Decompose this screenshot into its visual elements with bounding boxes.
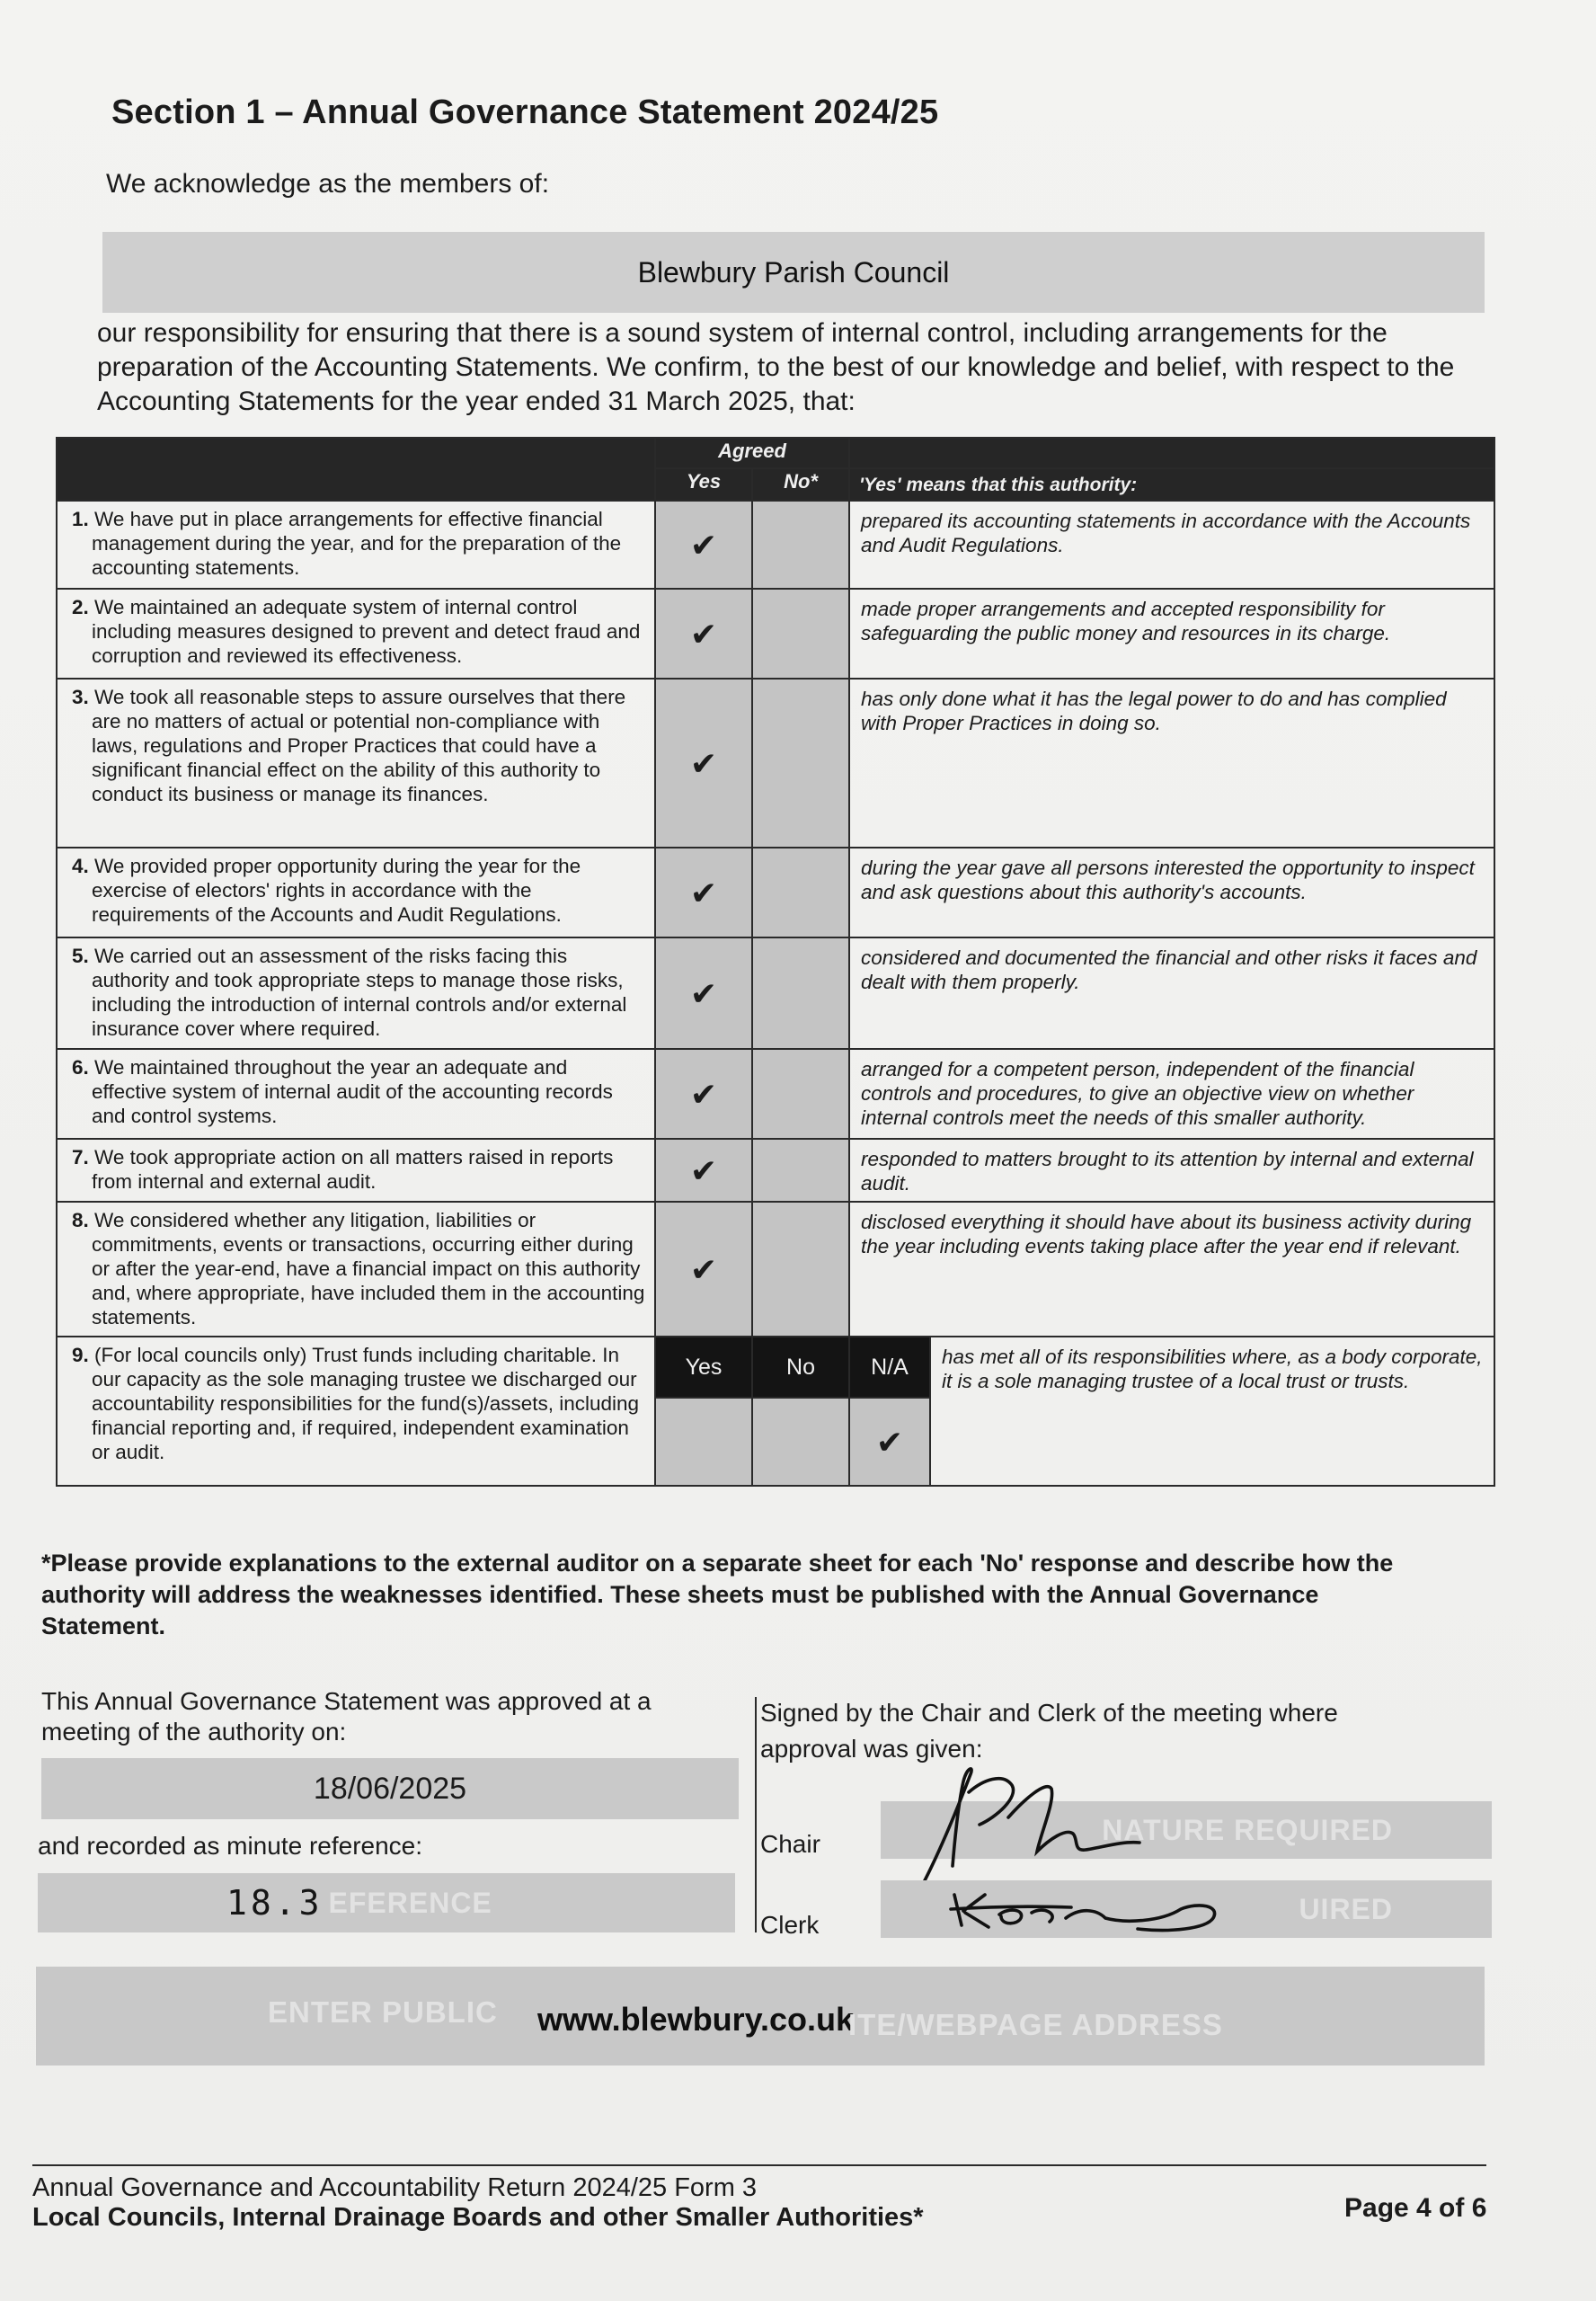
header-no: No* (752, 468, 849, 501)
yes-checkbox[interactable]: ✔ (655, 1139, 752, 1202)
statement-row (57, 589, 1494, 679)
yes-checkbox[interactable]: ✔ (655, 848, 752, 937)
statement-row (57, 937, 1494, 1049)
yes-means-text: disclosed everything it should have about its business activity during the year including events taking place after the year end if relevant. (849, 1202, 1494, 1337)
statement-text: We carried out an assessment of the risks facing this authority and took appropriate steps to manage those risks, including the introduction of internal controls and/or external insurance cover where required. (92, 945, 627, 1040)
statement-text: We considered whether any litigation, liabilities or commitments, events or transactions, occurring either during or after the year-end, have a financial impact on this authority and, where appropriate, have included them in the accounting statements. (92, 1209, 645, 1328)
statement-number: 3. (72, 686, 89, 708)
approval-date: 18/06/2025 (313, 1771, 467, 1806)
no-checkbox[interactable] (752, 589, 849, 679)
statement-row (57, 1139, 1494, 1202)
yes-checkbox[interactable] (655, 1398, 752, 1486)
yes-means-text: prepared its accounting statements in accordance with the Accounts and Audit Regulations. (849, 501, 1494, 589)
statement-cell (57, 1202, 655, 1337)
signed-label: Signed by the Chair and Clerk of the meeting where approval was given: (760, 1699, 1338, 1763)
no-checkbox[interactable] (752, 501, 849, 589)
statement-text: (For local councils only) Trust funds including charitable. In our capacity as the sole managing trustee we discharged our accountability responsibilities for the fund(s)/assets, including financial reporting and, if required, independent examination or audit. (92, 1344, 640, 1463)
header-yes: Yes (655, 468, 752, 501)
header-blank-right (849, 438, 1494, 468)
statement-cell (57, 937, 655, 1049)
statement-cell (57, 1337, 655, 1486)
yes-checkbox[interactable]: ✔ (655, 589, 752, 679)
authority-name: Blewbury Parish Council (637, 255, 950, 289)
yes-means-text: during the year gave all persons interested the opportunity to inspect and ask questions about this authority's accounts. (849, 848, 1494, 937)
yes-means-text: considered and documented the financial and other risks it faces and dealt with them properly. (849, 937, 1494, 1049)
statement-number: 8. (72, 1209, 89, 1231)
footer-form-title: Annual Governance and Accountability Return 2024/25 Form 3 (32, 2173, 758, 2202)
statement-cell (57, 679, 655, 848)
minute-label: and recorded as minute reference: (38, 1832, 423, 1860)
authority-name-field (102, 232, 1485, 313)
minute-reference-field[interactable] (38, 1873, 735, 1932)
yes-checkbox[interactable]: ✔ (655, 937, 752, 1049)
statement-text: We took appropriate action on all matters raised in reports from internal and external audit. (92, 1146, 614, 1193)
statement-text: We maintained an adequate system of internal control including measures designed to prevent and detect fraud and corruption and reviewed its effectiveness. (92, 596, 641, 667)
statement-number: 4. (72, 855, 89, 877)
no-checkbox[interactable] (752, 1139, 849, 1202)
approved-label: This Annual Governance Statement was approved at a meeting of the authority on: (41, 1687, 652, 1746)
minute-placeholder: EFERENCE (328, 1886, 492, 1919)
chair-label: Chair (760, 1830, 820, 1858)
statement-number: 5. (72, 945, 89, 967)
footer-rule (32, 2164, 1486, 2166)
header-yes-means: 'Yes' means that this authority: (849, 468, 1494, 501)
row9-header-na: N/A (849, 1337, 930, 1398)
clerk-signature-icon (945, 1882, 1269, 1936)
yes-means-text: made proper arrangements and accepted responsibility for safeguarding the public money and resources in its charge. (849, 589, 1494, 679)
no-checkbox[interactable] (752, 937, 849, 1049)
yes-means-text: arranged for a competent person, independent of the financial controls and procedures, to give an objective view on whether internal controls meet the needs of this smaller authority. (849, 1049, 1494, 1139)
no-checkbox[interactable] (752, 1398, 849, 1486)
minute-reference: 18.3 (226, 1883, 324, 1923)
statement-row (57, 1202, 1494, 1337)
no-checkbox[interactable] (752, 848, 849, 937)
statement-cell (57, 589, 655, 679)
no-checkbox[interactable] (752, 679, 849, 848)
statement-cell (57, 848, 655, 937)
section-title: Section 1 – Annual Governance Statement 2024/25 (111, 93, 939, 131)
approval-date-field[interactable] (41, 1758, 739, 1819)
website-placeholder-right-wrap (848, 2008, 1223, 2042)
statement-cell (57, 1139, 655, 1202)
acknowledge-text: We acknowledge as the members of: (106, 169, 550, 199)
statement-row (57, 679, 1494, 848)
yes-means-text: has met all of its responsibilities where, as a body corporate, it is a sole managing trustee of a local trust or trusts. (930, 1337, 1494, 1486)
statement-row (57, 848, 1494, 937)
statement-number: 1. (72, 508, 89, 530)
statement-text: We maintained throughout the year an adequate and effective system of internal audit of the accounting records and control systems. (92, 1056, 613, 1127)
statement-cell (57, 501, 655, 589)
header-blank (57, 438, 655, 501)
statement-number: 9. (72, 1344, 89, 1366)
statement-row (57, 1049, 1494, 1139)
website-placeholder-left-wrap (268, 1995, 498, 2030)
footer-subtitle: Local Councils, Internal Drainage Boards and other Smaller Authorities* (32, 2203, 924, 2232)
na-checkbox[interactable]: ✔ (849, 1398, 930, 1486)
yes-checkbox[interactable]: ✔ (655, 679, 752, 848)
auditor-note: *Please provide explanations to the external auditor on a separate sheet for each 'No' response and describe how the authority will address the weaknesses identified. These sheets must be published with the Annual Governance Statement. (41, 1550, 1394, 1639)
statement-text: We have put in place arrangements for effective financial management during the year, and for the preparation of the accounting statements. (92, 508, 622, 579)
yes-means-text: has only done what it has the legal power to do and has complied with Proper Practices in doing so. (849, 679, 1494, 848)
statement-number: 7. (72, 1146, 89, 1168)
row9-header-yes: Yes (655, 1337, 752, 1398)
statement-row (57, 501, 1494, 589)
footer-left (32, 2173, 924, 2233)
statement-number: 2. (72, 596, 89, 618)
website-url: www.blewbury.co.uk (537, 2001, 855, 2038)
chair-placeholder: NATURE REQUIRED (1102, 1813, 1393, 1846)
row9-header-no: No (752, 1337, 849, 1398)
clerk-placeholder: UIRED (1299, 1892, 1393, 1925)
governance-table (56, 437, 1495, 1487)
statement-row-9 (57, 1337, 1494, 1398)
intro-paragraph: our responsibility for ensuring that there is a sound system of internal control, including arrangements for the preparation of the Accounting Statements. We confirm, to the best of our knowledge and belief, with respect to the Accounting Statements for the year ended 31 March 2025, that: (97, 318, 1455, 416)
yes-means-text: responded to matters brought to its attention by internal and external audit. (849, 1139, 1494, 1202)
no-checkbox[interactable] (752, 1202, 849, 1337)
yes-checkbox[interactable]: ✔ (655, 501, 752, 589)
header-agreed: Agreed (655, 438, 849, 468)
clerk-label: Clerk (760, 1911, 820, 1939)
page-number: Page 4 of 6 (1344, 2193, 1487, 2223)
chair-signature-icon (915, 1762, 1166, 1897)
website-placeholder-right: ITE/WEBPAGE ADDRESS (848, 2008, 1223, 2041)
statement-text: We took all reasonable steps to assure ourselves that there are no matters of actual or potential non-compliance with laws, regulations and Proper Practices that could have a significant financial effect on the ability of this authority to conduct its business or manage its finances. (92, 686, 626, 805)
yes-checkbox[interactable]: ✔ (655, 1049, 752, 1139)
website-placeholder-left: ENTER PUBLIC (268, 1995, 498, 2029)
statement-text: We provided proper opportunity during the year for the exercise of electors' rights in accordance with the requirements of the Accounts and Audit Regulations. (92, 855, 581, 926)
statement-number: 6. (72, 1056, 89, 1079)
statement-cell (57, 1049, 655, 1139)
yes-checkbox[interactable]: ✔ (655, 1202, 752, 1337)
approval-divider (755, 1697, 757, 1932)
no-checkbox[interactable] (752, 1049, 849, 1139)
